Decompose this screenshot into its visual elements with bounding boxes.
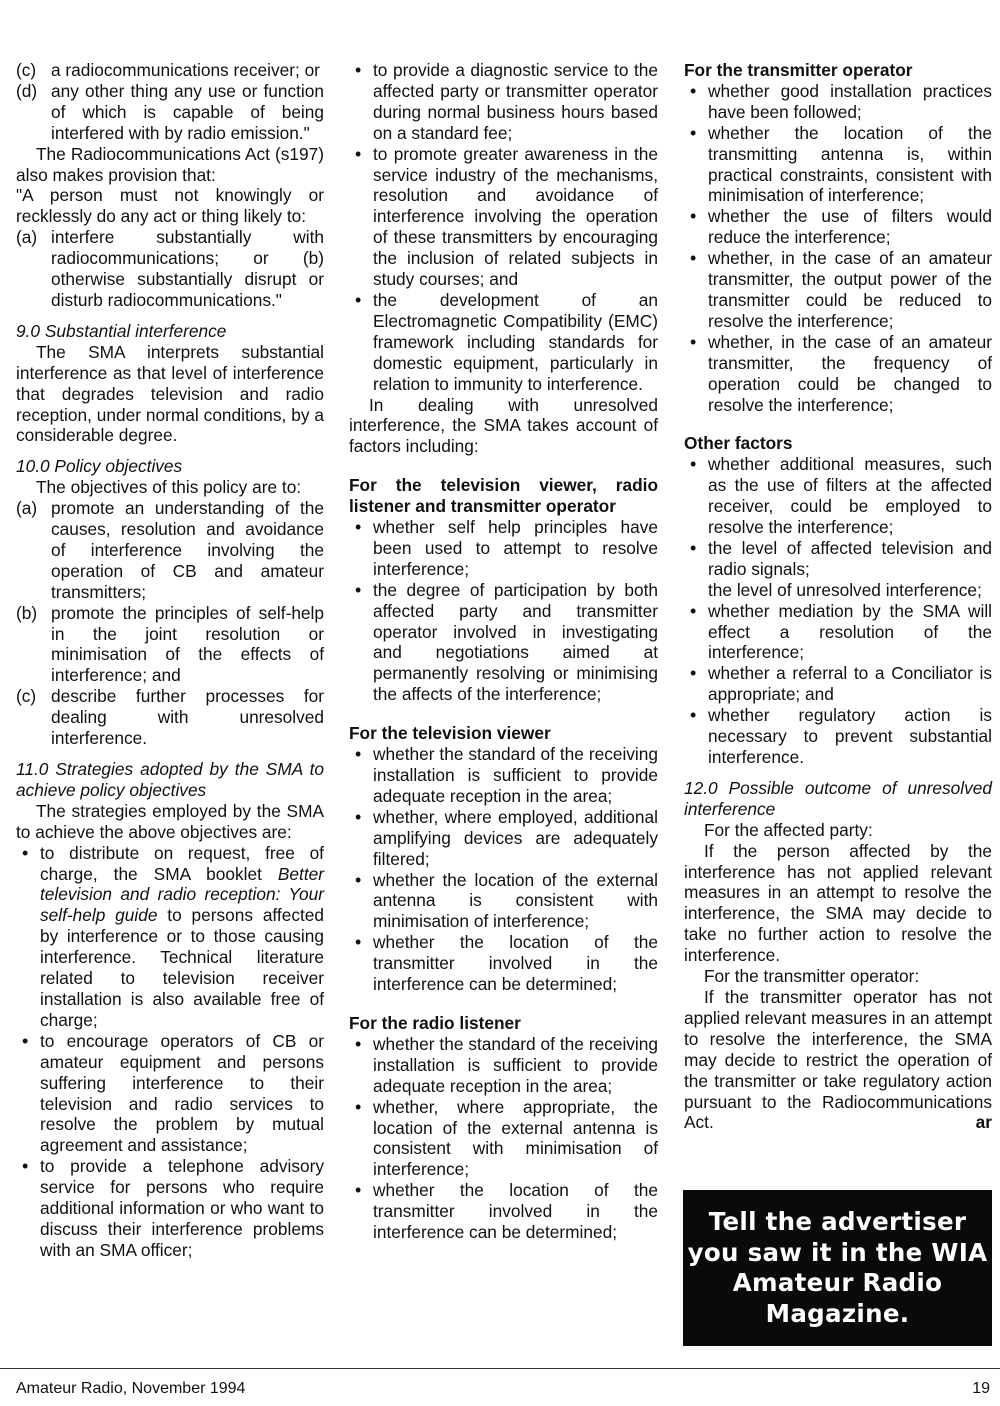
list-item-text: whether the location of the transmitter involved in the interference can be determined; — [373, 932, 658, 995]
list-item — [16, 603, 324, 687]
list-item-text: the level of unresolved interference; — [708, 579, 982, 600]
list-marker: (a) — [16, 498, 38, 519]
bullet-icon: • — [355, 1033, 362, 1054]
list-item-text: describe further processes for dealing with unresolved interference. — [51, 686, 324, 749]
bullet-icon: • — [690, 331, 697, 352]
list-item-text: whether the standard of the receiving installation is sufficient to provide adequate reception in the area; — [373, 744, 658, 806]
bullet-icon: • — [355, 60, 362, 80]
list-item — [684, 454, 992, 538]
bullet-icon: • — [355, 579, 362, 600]
list-item-text: promote the principles of self-help in the joint resolution or minimisation of the effects of interference; and — [51, 602, 324, 686]
bullet-icon: • — [355, 932, 362, 953]
section-10-intro: The objectives of this policy are to: — [36, 477, 302, 498]
advertiser-notice-text: Tell the advertiser you saw it in the WIA Amateur Radio Magazine. — [687, 1207, 988, 1328]
act-paragraph: The Radiocommunications Act (s197) also makes provision that: — [16, 143, 324, 185]
list-item — [349, 807, 658, 870]
list-item — [684, 81, 992, 123]
section-10-heading: 10.0 Policy objectives — [16, 456, 183, 477]
list-item-text: whether, where appropriate, the location of the external antenna is consistent with minimisation of interference; — [373, 1096, 658, 1180]
list-item-text: whether the location of the transmitting antenna is, within practical constraints, consistent with minimisation of interference; — [708, 122, 992, 206]
list-item-text: to distribute on request, free of charge, the SMA booklet Better television and radio reception: Your self-help guide to persons affected by interference or to those causing interference. Technical literature related to television receiver installation is also available free of charge; — [40, 842, 324, 1030]
list-item-text: whether, where employed, additional amplifying devices are adequately filtered; — [373, 806, 658, 869]
other-factors-heading: Other factors — [684, 433, 793, 454]
affected-party-label: For the affected party: — [704, 819, 873, 840]
affected-party-text: If the person affected by the interference has not applied relevant measures in an attempt to resolve the interference, the SMA may decide to take no further action to resolve the interference. — [684, 840, 992, 966]
tv-radio-tx-heading: For the television viewer, radio listener and transmitter operator — [349, 475, 658, 517]
list-item — [684, 538, 992, 580]
strategies-list-continued — [349, 60, 658, 395]
bullet-icon: • — [690, 600, 697, 621]
bullet-icon: • — [690, 454, 697, 475]
bullet-icon: • — [690, 80, 697, 101]
list-item — [349, 144, 658, 290]
transmitter-operator-list — [684, 81, 992, 416]
list-item-text: to provide a telephone advisory service for persons who require additional information or who want to discuss their interference problems with an SMA officer; — [40, 1156, 324, 1260]
tv-viewer-list — [349, 744, 658, 995]
quote-item-a — [16, 227, 324, 311]
list-item-text: whether additional measures, such as the use of filters at the affected receiver, could be employed to resolve the interference; — [708, 454, 992, 538]
column-1 — [16, 60, 324, 1261]
list-item — [349, 744, 658, 807]
list-item-d — [16, 81, 324, 144]
list-item-text: the degree of participation by both affected party and transmitter operator involved in investigating and negotiations aimed at permanently resolving or minimising the affects of the interference; — [373, 579, 658, 705]
bullet-icon: • — [355, 289, 362, 310]
list-item — [16, 686, 324, 749]
bullet-icon: • — [355, 1096, 362, 1117]
bullet-icon: • — [690, 537, 697, 558]
list-item — [684, 206, 992, 248]
bullet-icon: • — [355, 744, 362, 765]
list-marker: (d) — [16, 80, 38, 101]
list-item — [16, 1031, 324, 1156]
list-item — [684, 601, 992, 664]
transmitter-operator-text: If the transmitter operator has not applied relevant measures in an attempt to resolve the interference, the SMA may decide to restrict the operation of the transmitter or take regulatory action pursuant to the Radiocommunications Act. ar — [684, 986, 992, 1133]
definition-list-cd — [16, 60, 324, 144]
bullet-icon: • — [355, 1180, 362, 1201]
tv-viewer-heading: For the television viewer — [349, 723, 551, 744]
bullet-icon: • — [355, 869, 362, 890]
section-9-heading: 9.0 Substantial interference — [16, 320, 227, 341]
list-item-text: a radiocommunications receiver; or — [51, 60, 320, 80]
list-item — [349, 1034, 658, 1097]
list-item-text: whether mediation by the SMA will effect a resolution of the interference; — [708, 600, 992, 663]
booklet-title: Better television and radio reception: Your self-help guide — [40, 863, 324, 926]
sign-off-mark: ar — [975, 1112, 992, 1133]
strategies-list — [16, 843, 324, 1261]
list-item-text: to encourage operators of CB or amateur equipment and persons suffering interference to their television and radio services to resolve the problem by mutual agreement and assistance; — [40, 1030, 324, 1156]
radio-listener-heading: For the radio listener — [349, 1012, 521, 1033]
list-marker: (c) — [16, 686, 37, 707]
column-3 — [684, 60, 992, 1133]
bullet-icon: • — [690, 248, 697, 269]
list-item — [349, 580, 658, 705]
bullet-icon: • — [690, 206, 697, 227]
bullet-icon: • — [22, 842, 29, 863]
list-item-text: whether the standard of the receiving installation is sufficient to provide adequate reception in the area; — [373, 1033, 658, 1096]
list-item-text: to provide a diagnostic service to the affected party or transmitter operator during normal business hours based on a standard fee; — [373, 60, 658, 143]
page-number: 19 — [972, 1380, 990, 1397]
list-item — [684, 123, 992, 207]
list-item — [684, 663, 992, 705]
list-item-text: whether the location of the external antenna is consistent with minimisation of interference; — [373, 869, 658, 932]
quote-intro: "A person must not knowingly or recklessly do any act or thing likely to: — [16, 185, 324, 227]
list-item — [349, 932, 658, 995]
list-item — [349, 290, 658, 395]
bullet-icon: • — [22, 1156, 29, 1177]
objectives-list — [16, 498, 324, 749]
list-item — [16, 1156, 324, 1261]
list-item-text: promote an understanding of the causes, resolution and avoidance of interference involving the operation of CB and amateur transmitters; — [51, 498, 324, 602]
list-item — [349, 517, 658, 580]
list-item-text: the level of affected television and radio signals; — [708, 537, 992, 579]
list-item-text: any other thing any use or function of which is capable of being interfered with by radio emission." — [51, 80, 324, 143]
list-item-text: interfere substantially with radiocommunications; or (b) otherwise substantially disrupt or disturb radiocommunications." — [51, 227, 324, 310]
transmitter-operator-heading: For the transmitter operator — [684, 60, 913, 80]
section-9-text: The SMA interprets substantial interference as that level of interference that degrades television and radio reception, under normal conditions, by a considerable degree. — [16, 341, 324, 446]
list-item-text: whether the use of filters would reduce the interference; — [708, 206, 992, 248]
list-item-continuation — [684, 580, 992, 601]
list-item-text: whether, in the case of an amateur transmitter, the output power of the transmitter could be reduced to resolve the interference; — [708, 248, 992, 331]
column-2 — [349, 60, 658, 1243]
list-item-text: whether, in the case of an amateur transmitter, the frequency of operation could be changed to resolve the interference; — [708, 331, 992, 415]
list-item — [16, 843, 324, 1031]
list-marker: (b) — [16, 602, 38, 623]
list-item — [684, 248, 992, 332]
list-item — [349, 60, 658, 144]
list-item — [684, 332, 992, 416]
transmitter-operator-label: For the transmitter operator: — [704, 966, 920, 987]
footer-divider — [0, 1368, 1000, 1369]
list-item-text: whether self help principles have been used to attempt to resolve interference; — [373, 517, 658, 579]
list-item — [349, 1097, 658, 1181]
list-item-text: whether a referral to a Conciliator is appropriate; and — [708, 663, 992, 705]
list-item-text: whether regulatory action is necessary to prevent substantial interference. — [708, 705, 992, 767]
advertiser-notice-box — [683, 1190, 992, 1346]
unresolved-paragraph: In dealing with unresolved interference, the SMA takes account of factors including: — [349, 394, 658, 457]
list-item — [684, 705, 992, 768]
list-item-text: whether the location of the transmitter involved in the interference can be determined; — [373, 1180, 658, 1243]
bullet-icon: • — [690, 663, 697, 684]
list-item — [16, 498, 324, 603]
list-item-c — [16, 60, 324, 81]
radio-listener-list — [349, 1034, 658, 1243]
section-11-heading: 11.0 Strategies adopted by the SMA to achieve policy objectives — [16, 759, 324, 800]
bullet-icon: • — [355, 517, 362, 538]
section-11-intro: The strategies employed by the SMA to achieve the above objectives are: — [16, 800, 324, 842]
footer-publication: Amateur Radio, November 1994 — [16, 1380, 246, 1397]
list-item-text: to promote greater awareness in the service industry of the mechanisms, resolution and avoidance of interference involving the operation of these transmitters by encouraging the inclusion of related subjects in study courses; and — [373, 143, 658, 290]
bullet-icon: • — [22, 1030, 29, 1051]
list-item-text: whether good installation practices have been followed; — [708, 80, 992, 122]
section-12-heading: 12.0 Possible outcome of unresolved interference — [684, 777, 992, 819]
bullet-icon: • — [355, 806, 362, 827]
bullet-icon: • — [355, 143, 362, 164]
list-item — [349, 870, 658, 933]
list-item — [349, 1180, 658, 1243]
list-marker: (c) — [16, 60, 37, 80]
bullet-icon: • — [690, 705, 697, 726]
bullet-icon: • — [690, 122, 697, 143]
other-factors-list — [684, 454, 992, 768]
tv-radio-tx-list — [349, 517, 658, 705]
list-item-text: the development of an Electromagnetic Compatibility (EMC) framework including standards for domestic equipment, particularly in relation to immunity to interference. — [373, 289, 658, 394]
list-marker: (a) — [16, 227, 38, 248]
